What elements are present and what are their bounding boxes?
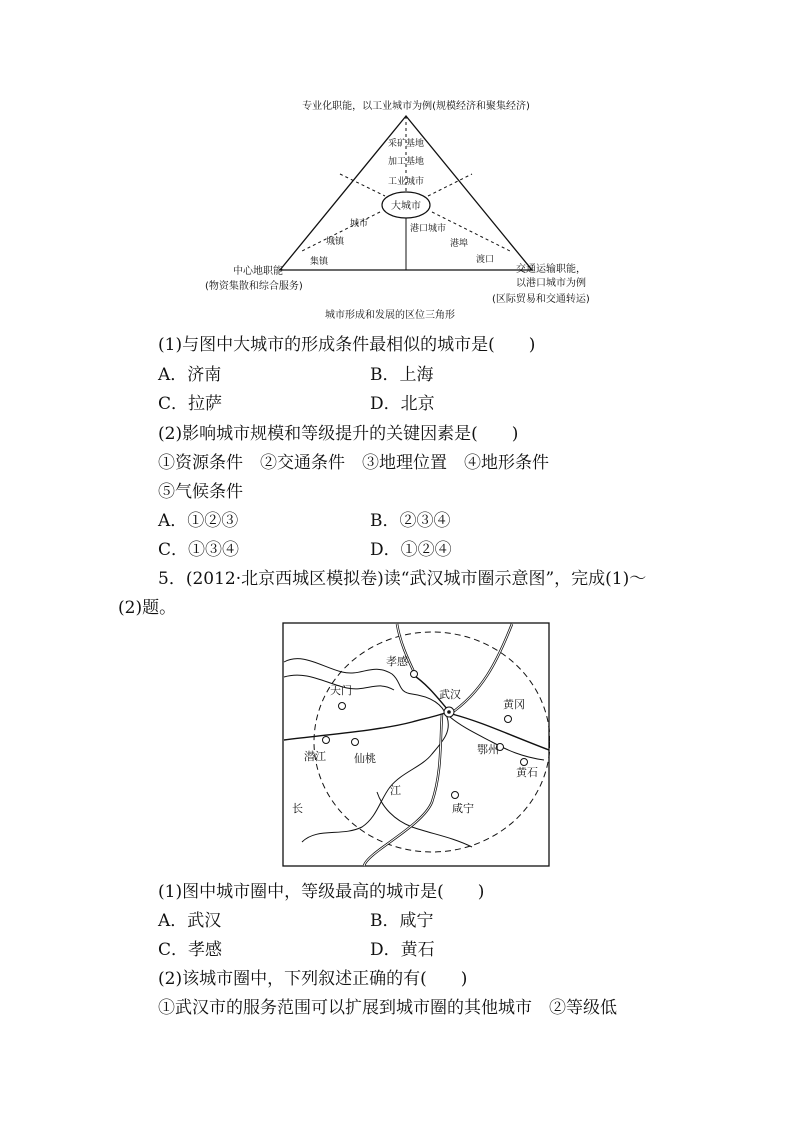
q2-option-d: D．①②④ (370, 540, 452, 560)
triangle-item-market-town: 集镇 (310, 257, 329, 267)
q5-2-choices-line1: ①武汉市的服务范围可以扩展到城市圈的其他城市 ②等级低 (158, 998, 617, 1018)
q5-1-stem: (1)图中城市圈中，等级最高的城市是( ) (158, 882, 485, 902)
triangle-top-label: 专业化职能，以工业城市为例(规模经济和聚集经济) (302, 101, 530, 112)
q1-option-b: B．上海 (370, 365, 434, 385)
wuhan-city-circle-map (282, 622, 550, 867)
city-huanggang: 黄冈 (503, 698, 525, 711)
city-xiantao: 仙桃 (354, 752, 376, 765)
city-wuhan: 武汉 (439, 688, 461, 701)
q5-1-option-b: B．咸宁 (370, 911, 434, 931)
q1-option-c: C．拉萨 (158, 394, 223, 414)
q5-stem-line2: (2)题。 (118, 598, 177, 618)
q5-1-option-c: C．孝感 (158, 940, 223, 960)
triangle-item-ferry: 渡口 (476, 255, 495, 265)
triangle-item-port-city: 港口城市 (410, 224, 447, 234)
q2-option-b: B．②③④ (370, 511, 451, 531)
triangle-right-label-1: 交通运输职能， (516, 264, 586, 275)
triangle-item-town: 城镇 (326, 237, 345, 247)
q1-option-a: A．济南 (158, 365, 222, 385)
q2-choices-line1: ①资源条件 ②交通条件 ③地理位置 ④地形条件 (158, 453, 549, 473)
q2-choices-line2: ⑤气候条件 (158, 482, 243, 502)
triangle-caption: 城市形成和发展的区位三角形 (325, 310, 455, 321)
city-huangshi: 黄石 (516, 766, 538, 779)
q2-option-a: A．①②③ (158, 511, 239, 531)
city-tianmen: 天门 (330, 684, 352, 697)
q1-stem: (1)与图中大城市的形成条件最相似的城市是( ) (158, 335, 536, 355)
city-ezhou: 鄂州 (477, 743, 499, 756)
triangle-right-label-2: 以港口城市为例 (516, 278, 586, 289)
location-triangle-diagram (200, 92, 630, 322)
triangle-right-label-3: (区际贸易和交通转运) (492, 294, 590, 305)
triangle-center: 大城市 (391, 201, 421, 212)
triangle-item-industrial: 工业城市 (387, 177, 425, 187)
city-qianjiang: 潜江 (304, 750, 326, 763)
q5-1-option-a: A．武汉 (158, 911, 222, 931)
q5-1-option-d: D．黄石 (370, 940, 435, 960)
triangle-left-label-1: 中心地职能 (233, 266, 283, 277)
triangle-item-city: 城市 (350, 219, 369, 229)
triangle-item-processing: 加工基地 (387, 157, 425, 167)
river-label-jiang: 江 (390, 784, 401, 797)
q2-option-c: C．①③④ (158, 540, 240, 560)
q2-stem: (2)影响城市规模和等级提升的关键因素是( ) (158, 424, 519, 444)
q1-option-d: D．北京 (370, 394, 435, 414)
triangle-item-port: 港埠 (450, 239, 469, 249)
triangle-item-mining: 采矿基地 (387, 139, 425, 149)
triangle-left-label-2: (物资集散和综合服务) (205, 281, 303, 292)
city-xiaogan: 孝感 (386, 655, 408, 668)
q5-stem-line1: 5．(2012·北京西城区模拟卷)读“武汉城市圈示意图”，完成(1)～ (158, 569, 647, 589)
city-xianning: 咸宁 (452, 802, 474, 815)
q5-2-stem: (2)该城市圈中，下列叙述正确的有( ) (158, 969, 468, 989)
river-label-chang: 长 (292, 802, 303, 815)
